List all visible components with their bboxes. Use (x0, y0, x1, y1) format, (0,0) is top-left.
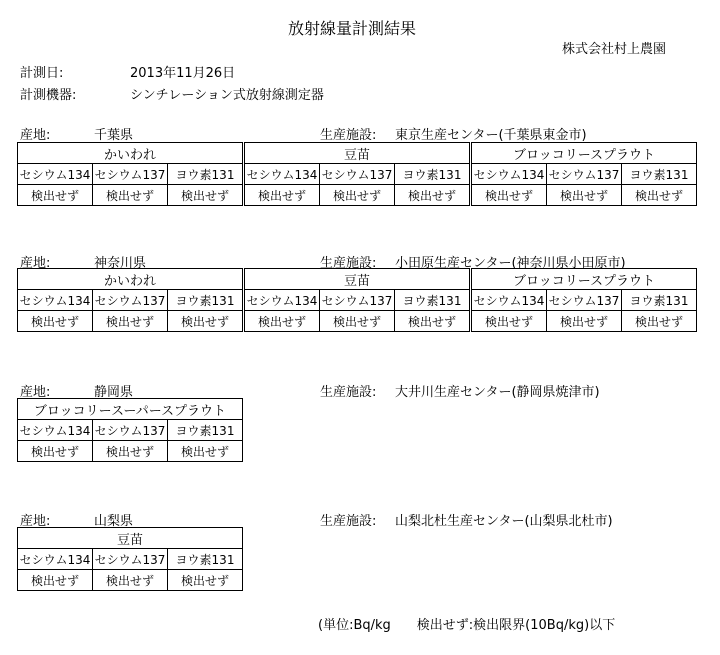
detection-note: 検出せず:検出限界(10Bq/kg)以下 (416, 618, 616, 633)
footer-note (318, 614, 641, 633)
isotope-header: セシウム134 (18, 164, 93, 185)
result-cell: 検出せず (245, 185, 320, 206)
result-cell: 検出せず (320, 311, 395, 332)
result-cell: 検出せず (93, 185, 168, 206)
results-table-chiba (17, 142, 697, 206)
result-cell: 検出せず (472, 311, 547, 332)
date-value: 2013年11月26日 (130, 66, 236, 81)
isotope-header: セシウム137 (93, 420, 168, 441)
result-cell: 検出せず (18, 570, 93, 591)
result-cell: 検出せず (93, 311, 168, 332)
company-name: 株式会社村上農園 (562, 42, 667, 57)
crop-header-row (18, 143, 697, 164)
result-cell: 検出せず (18, 441, 93, 462)
result-cell: 検出せず (93, 441, 168, 462)
isotope-header: セシウム137 (93, 290, 168, 311)
result-cell: 検出せず (18, 185, 93, 206)
crop-name: ブロッコリースーパースプラウト (18, 399, 243, 420)
result-cell: 検出せず (547, 185, 622, 206)
facility-label: 生産施設: (320, 128, 377, 143)
result-cell: 検出せず (168, 441, 243, 462)
isotope-header: セシウム134 (472, 164, 547, 185)
results-table-kanagawa (17, 268, 697, 332)
crop-name: 豆苗 (18, 528, 243, 549)
isotope-header: セシウム134 (18, 420, 93, 441)
result-cell: 検出せず (547, 311, 622, 332)
isotope-header-row (18, 164, 697, 185)
result-cell: 検出せず (395, 311, 470, 332)
result-cell: 検出せず (395, 185, 470, 206)
isotope-header: セシウム137 (320, 164, 395, 185)
crop-name: かいわれ (18, 143, 243, 164)
crop-name: かいわれ (18, 269, 243, 290)
isotope-header: ヨウ素131 (168, 290, 243, 311)
isotope-header: ヨウ素131 (168, 549, 243, 570)
crop-name: 豆苗 (245, 269, 470, 290)
facility-name: 大井川生産センター(静岡県焼津市) (395, 385, 600, 400)
result-cell: 検出せず (168, 185, 243, 206)
crop-name: 豆苗 (245, 143, 470, 164)
facility-name: 山梨北杜生産センター(山梨県北杜市) (395, 514, 613, 529)
result-row (18, 441, 243, 462)
isotope-header: ヨウ素131 (168, 420, 243, 441)
isotope-header: セシウム137 (320, 290, 395, 311)
facility-name: 小田原生産センター(神奈川県小田原市) (395, 256, 626, 271)
isotope-header: セシウム134 (18, 290, 93, 311)
crop-name: ブロッコリースプラウト (472, 269, 697, 290)
page-title: 放射線量計測結果 (288, 19, 417, 38)
device-value: シンチレーション式放射線測定器 (130, 88, 324, 103)
isotope-header-row (18, 549, 243, 570)
origin-prefecture: 山梨県 (94, 514, 134, 529)
isotope-header: ヨウ素131 (622, 290, 697, 311)
origin-prefecture: 神奈川県 (94, 256, 147, 271)
result-cell: 検出せず (93, 570, 168, 591)
crop-header-row (18, 528, 243, 549)
facility-label: 生産施設: (320, 514, 377, 529)
isotope-header: セシウム137 (93, 549, 168, 570)
result-cell: 検出せず (622, 185, 697, 206)
crop-header-row (18, 269, 697, 290)
result-row (18, 311, 697, 332)
results-table-yamanashi (17, 527, 243, 591)
isotope-header: セシウム134 (18, 549, 93, 570)
result-row (18, 185, 697, 206)
crop-header-row (18, 399, 243, 420)
isotope-header: ヨウ素131 (168, 164, 243, 185)
isotope-header: ヨウ素131 (622, 164, 697, 185)
date-label: 計測日: (20, 66, 64, 81)
isotope-header: セシウム137 (93, 164, 168, 185)
crop-name: ブロッコリースプラウト (472, 143, 697, 164)
isotope-header: セシウム137 (547, 164, 622, 185)
device-label: 計測機器: (20, 88, 77, 103)
isotope-header: セシウム137 (547, 290, 622, 311)
result-cell: 検出せず (472, 185, 547, 206)
origin-label: 産地: (20, 385, 51, 400)
facility-name: 東京生産センター(千葉県東金市) (395, 128, 587, 143)
isotope-header: ヨウ素131 (395, 290, 470, 311)
origin-prefecture: 千葉県 (94, 128, 134, 143)
origin-prefecture: 静岡県 (94, 385, 134, 400)
result-cell: 検出せず (245, 311, 320, 332)
result-cell: 検出せず (622, 311, 697, 332)
result-cell: 検出せず (168, 570, 243, 591)
isotope-header-row (18, 290, 697, 311)
isotope-header: セシウム134 (472, 290, 547, 311)
result-row (18, 570, 243, 591)
isotope-header: セシウム134 (245, 290, 320, 311)
results-table-shizuoka (17, 398, 243, 462)
facility-label: 生産施設: (320, 256, 377, 271)
facility-label: 生産施設: (320, 385, 377, 400)
isotope-header-row (18, 420, 243, 441)
result-cell: 検出せず (168, 311, 243, 332)
origin-label: 産地: (20, 128, 51, 143)
isotope-header: ヨウ素131 (395, 164, 470, 185)
result-cell: 検出せず (18, 311, 93, 332)
origin-label: 産地: (20, 514, 51, 529)
origin-label: 産地: (20, 256, 51, 271)
result-cell: 検出せず (320, 185, 395, 206)
unit-note: (単位:Bq/kg (318, 618, 391, 633)
isotope-header: セシウム134 (245, 164, 320, 185)
